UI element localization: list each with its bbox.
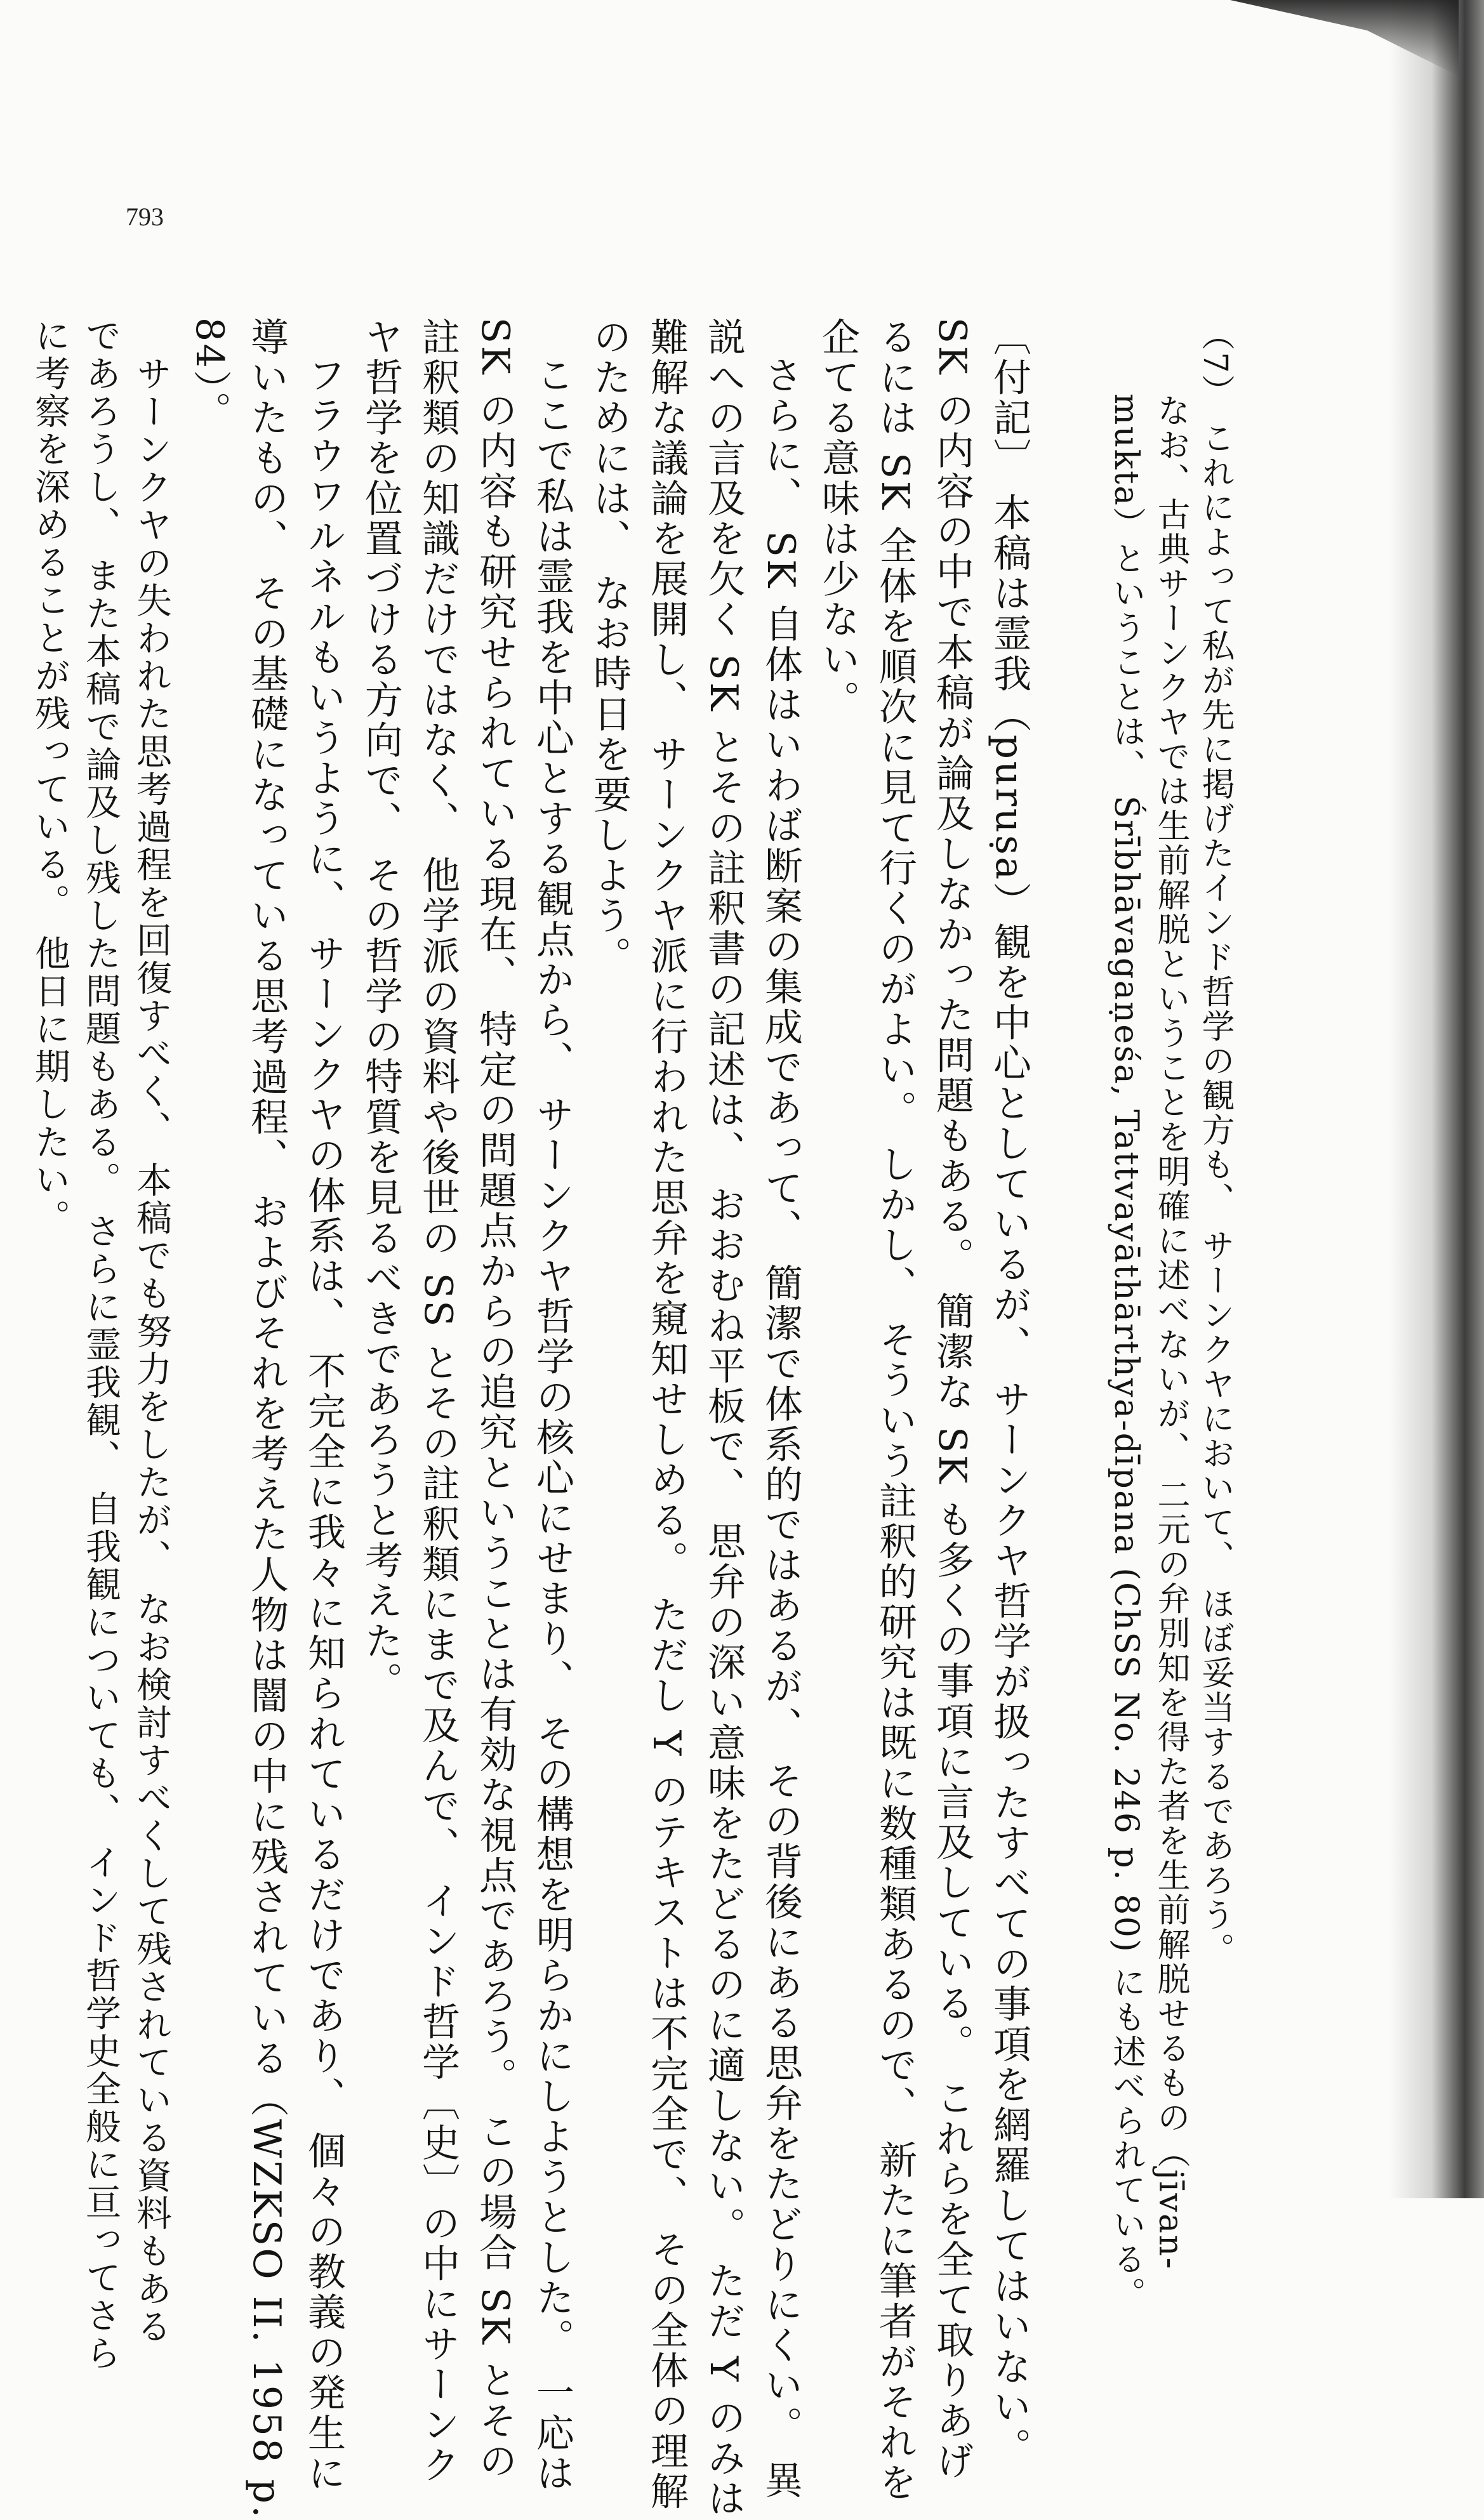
para3-line-4: ヤ哲学を位置づける方向で、 その哲学の特質を見るべきであろうと考えた。 — [359, 317, 403, 1702]
para5-line-2: であろうし、 また本稿で論及し残した問題もある。 さらに霊我観、 自我観についても、 インド哲学史全般に亘ってさら — [80, 317, 121, 2373]
para3-line-3: 註釈類の知識だけではなく、 他学派の資料や後世の SS とその註釈類にまで及んで、 インド哲学〔史〕の中にサーンク — [416, 317, 460, 2486]
para5-line-3: に考察を深めることが残っている。 他日に期したい。 — [29, 317, 70, 1237]
para2-line-2: 説への言及を欠く SK とその註釈書の記述は、 おおむね平板で、 思弁の深い意味をたどるのに適しない。 ただ Y のみは — [701, 317, 746, 2519]
para5-line-1: サーンクヤの失われた思考過程を回復すべく、 本稿でも努力をしたが、 なお検討すべくして残されている資料もある — [131, 355, 172, 2346]
para3-line-1: ここで私は霊我を中心とする観点から、 サーンクヤ哲学の核心にせまり、 その構想を明らかにしようとした。 一応は — [530, 355, 574, 2494]
scan-shadow — [1389, 0, 1484, 2198]
para4-line-2: 導いたもの、 その基礎になっている思考過程、 およびそれを考えた人物は闇の中に残されている（WZKSO II. 1958 p. — [244, 317, 289, 2520]
page-number: 793 — [126, 202, 164, 231]
para2-line-4: のためには、 なお時日を要しよう。 — [587, 317, 632, 977]
afterword-line-1: 〔付記〕 本稿は霊我（puruṣa）観を中心としているが、 サーンクヤ哲学が扱ったすべての事項を網羅してはいない。 — [987, 317, 1031, 2468]
note-7-line-3: mukta）ということは、 Śrībhāvagaṇeśa, Tattvayāthārthya-dīpana (ChSS No. 246 p. 80) にも述べられている。 — [1107, 393, 1145, 2312]
para2-line-3: 難解な議論を展開し、 サーンクヤ派に行われた思弁を窺知せしめる。 ただし Y のテキストは不完全で、 その全体の理解 — [644, 317, 689, 2512]
para2-line-1: さらに、 SK 自体はいわば断案の集成であって、 簡潔で体系的ではあるが、 その背後にある思弁をたどりにくい。 異 — [759, 355, 803, 2501]
afterword-line-2: SK の内容の中で本稿が論及しなかった問題もある。 簡潔な SK も多くの事項に言及している。 これらを全て取りあげ — [930, 317, 974, 2482]
afterword-line-4: 企てる意味は少ない。 — [816, 317, 860, 720]
para3-line-2: SK の内容も研究せられている現在、 特定の問題点からの追究ということは有効な視点であろう。 この場合 SK とその — [473, 317, 517, 2482]
note-7-line-2: なお、古典サーンクヤでは生前解脱ということを明確に述べないが、 二元の弁別知を得た者を生前解脱せるもの（jīvan- — [1151, 393, 1189, 2271]
note-7-line-1: （7） これによって私が先に掲げたインド哲学の観方も、 サーンクヤにおいて、 ほぼ妥当するであろう。 — [1196, 317, 1234, 1967]
para4-line-1: フラウワルネルもいうように、 サーンクヤの体系は、 不完全に我々に知られているだけであり、 個々の教義の発生に — [301, 355, 346, 2494]
para4-line-3: 84）。 — [187, 317, 232, 432]
afterword-line-3: るには SK 全体を順次に見て行くのがよい。 しかし、 そういう註釈的研究は既に数種類あるので、 新たに筆者がそれを — [873, 317, 917, 2504]
